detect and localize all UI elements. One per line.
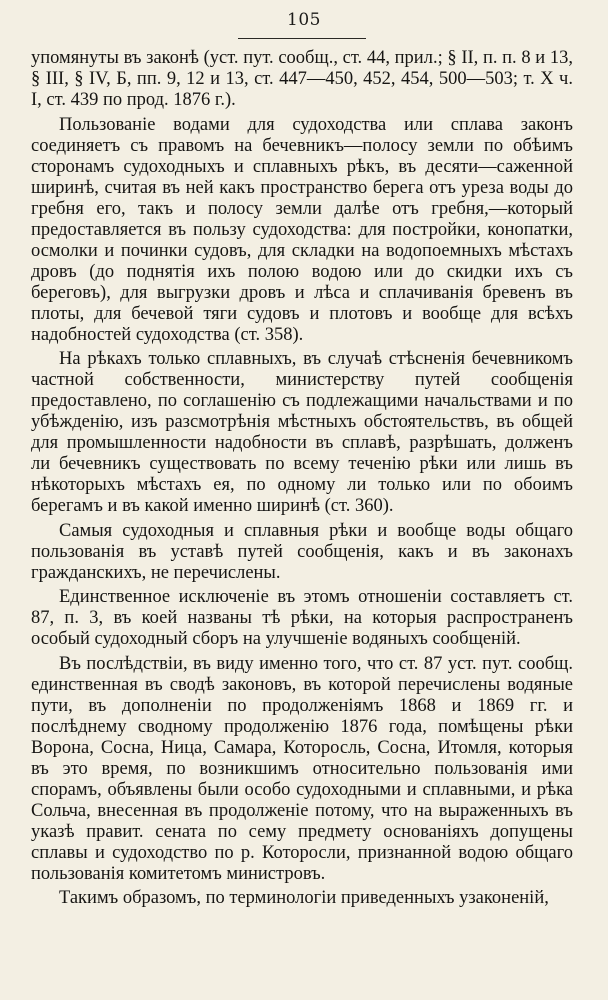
- page-number: 105: [287, 10, 321, 30]
- paragraph-2: Пользованіе водами для судоходства или сплава законъ соединяетъ съ правомъ на бечевникъ—полосу земли по обѣимъ сторонамъ судоходныхъ и сплавныхъ рѣкъ, въ десяти—саженной ширинѣ, считая въ ней какъ пространство берега отъ уреза воды до гребня его, такъ и полосу земли далѣе отъ гребня,—который предоставляется въ пользу судоходства: для постройки, конопатки, осмолки и починки судовъ, для складки на водопоемныхъ мѣстахъ дровъ (до поднятія ихъ полою водою или до скидки ихъ съ береговъ), для выгрузки дровъ и лѣса и сплачиванія бревенъ въ плоты, для бечевой тяги судовъ и плотовъ и вообще для всѣхъ надобностей судоходства (ст. 358).: [31, 114, 573, 345]
- paragraph-7: Такимъ образомъ, по терминологіи приведенныхъ узаконеній,: [59, 888, 549, 908]
- paragraph-6: Въ послѣдствіи, въ виду именно того, что ст. 87 уст. пут. сообщ. единственная въ сводѣ законовъ, въ которой перечислены водяные пути, въ дополненіи по продолженіямъ 1868 и 1869 гг. и послѣднему сводному продолженію 1876 года, помѣщены рѣки Ворона, Сосна, Ница, Самара, Которосль, Сосна, Итомля, которыя въ это время, по возникшимъ относительно пользованія ими спорамъ, объявлены были особо судоходными и сплавными, и рѣка Сольча, внесенная въ продолженіе потому, что на выраженныхъ въ указѣ правит. сената по сему предмету основаніяхъ допущены сплавы и судоходство по р. Которосли, признанной водою общаго пользованія комитетомъ министровъ.: [31, 653, 573, 884]
- header-rule: [238, 38, 366, 39]
- paragraph-5: Единственное исключеніе въ этомъ отношеніи составляетъ ст. 87, п. 3, въ коей названы тѣ рѣки, на которыя распространенъ особый судоходный сборъ на улучшеніе водяныхъ сообщеній.: [31, 587, 573, 649]
- body-text: [31, 48, 573, 909]
- paragraph-3: На рѣкахъ только сплавныхъ, въ случаѣ стѣсненія бечевникомъ частной собственности, министерству путей сообщенія предоставлено, по соглашенію съ подлежащими начальствами и по убѣжденію, изъ разсмотрѣнія мѣстныхъ обстоятельствъ, въ общей для промышленности надобности въ сплавѣ, разрѣшать, долженъ ли бечевникъ существовать по всему теченію рѣки или лишь въ нѣкоторыхъ мѣстахъ ея, по одному ли только или по обоимъ берегамъ и въ какой именно ширинѣ (ст. 360).: [31, 349, 573, 516]
- paragraph-4: Самыя судоходныя и сплавныя рѣки и вообще воды общаго пользованія въ уставѣ путей сообщенія, какъ и въ законахъ гражданскихъ, не перечислены.: [31, 520, 573, 583]
- paragraph-1: упомянуты въ законѣ (уст. пут. сообщ., ст. 44, прил.; § II, п. п. 8 и 13, § III, § IV, Б, пп. 9, 12 и 13, ст. 447—450, 452, 454, 500—503; т. X ч. I, ст. 439 по прод. 1876 г.).: [31, 48, 573, 110]
